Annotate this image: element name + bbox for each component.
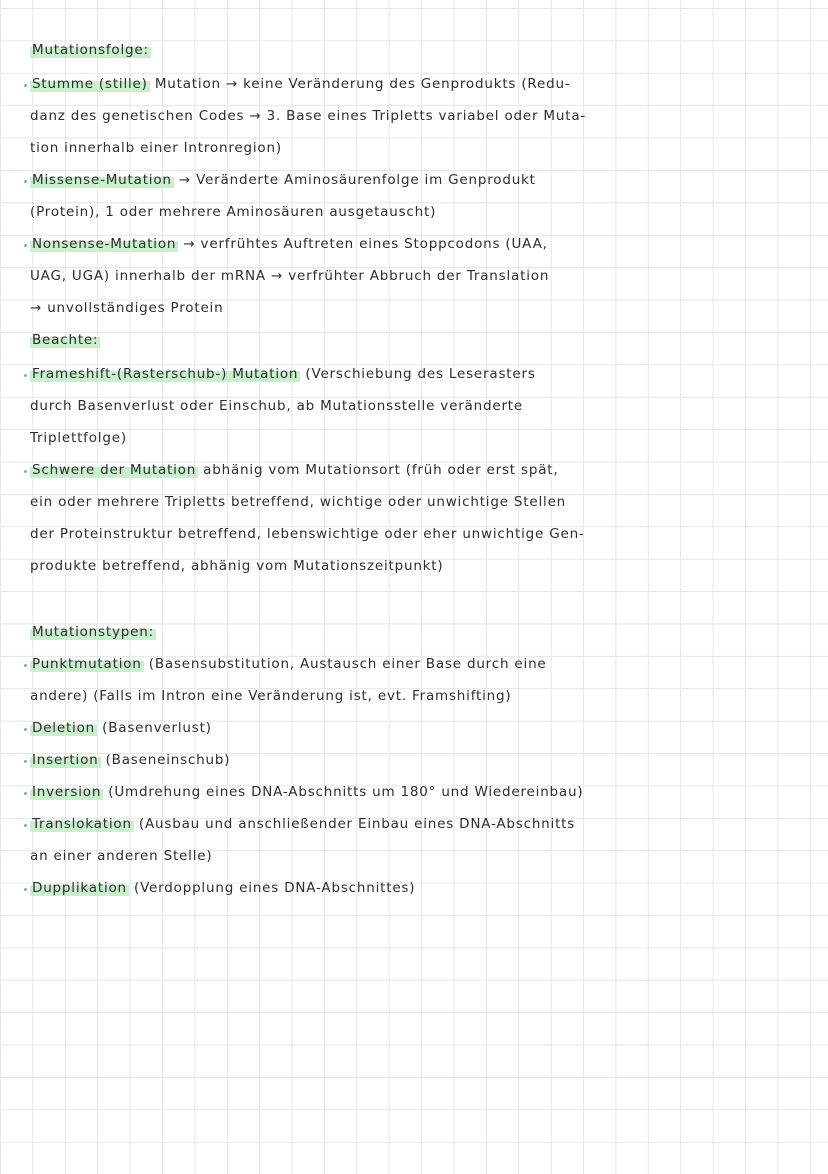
translocation-text: (Ausbau und anschließender Einbau eines DNA-Abschnitts [133, 816, 576, 832]
bullet-icon [24, 792, 27, 795]
term-nonsense: Nonsense-Mutation [32, 236, 177, 252]
term-inversion: Inversion [32, 784, 102, 800]
severity-text: abhänig vom Mutationsort (früh oder erst spät, [198, 462, 559, 478]
bullet-icon [24, 728, 27, 731]
silent-mutation-line2: danz des genetischen Codes → 3. Base eines Tripletts variabel oder Muta- [30, 108, 587, 124]
duplication-text: (Verdopplung eines DNA-Abschnittes) [128, 880, 416, 896]
bullet-icon [24, 180, 27, 183]
severity-line3: der Proteinstruktur betreffend, lebenswichtige oder eher unwichtige Gen- [30, 526, 585, 542]
nonsense-line3: → unvollständiges Protein [30, 300, 224, 316]
bullet-icon [24, 244, 27, 247]
term-duplication: Dupplikation [32, 880, 127, 896]
term-silent: Stumme (stille) [32, 76, 148, 92]
bullet-icon [24, 760, 27, 763]
nonsense-line1 [30, 234, 798, 254]
heading-beachte [30, 330, 798, 350]
frameshift-line3: Triplettfolge) [30, 430, 127, 446]
heading-text: Mutationstypen: [32, 624, 154, 640]
term-point-mutation: Punktmutation [32, 656, 142, 672]
severity-line4: produkte betreffend, abhänig vom Mutationszeitpunkt) [30, 558, 444, 574]
severity-line1 [30, 460, 798, 480]
frameshift-text: (Verschiebung des Leserasters [300, 366, 536, 382]
term-severity: Schwere der Mutation [32, 462, 197, 478]
missense-line2: (Protein), 1 oder mehrere Aminosäuren ausgetauscht) [30, 204, 437, 220]
point-mutation-line2: andere) (Falls im Intron eine Veränderung ist, evt. Framshifting) [30, 688, 512, 704]
term-translocation: Translokation [32, 816, 132, 832]
silent-text: Mutation → keine Veränderung des Genprodukts (Redu- [149, 76, 571, 92]
silent-mutation-line3: tion innerhalb einer Intronregion) [30, 140, 282, 156]
heading-text: Mutationsfolge: [32, 42, 149, 58]
deletion-text: (Basenverlust) [97, 720, 212, 736]
bullet-icon [24, 824, 27, 827]
translocation-line1 [30, 814, 798, 834]
missense-text: → Veränderte Aminosäurenfolge im Genprodukt [173, 172, 536, 188]
bullet-icon [24, 84, 27, 87]
heading-text: Beachte: [32, 332, 99, 348]
silent-mutation-line1 [30, 74, 798, 94]
severity-line2: ein oder mehrere Tripletts betreffend, wichtige oder unwichtige Stellen [30, 494, 567, 510]
point-mutation-text: (Basensubstitution, Austausch einer Base durch eine [143, 656, 547, 672]
missense-line1 [30, 170, 798, 190]
term-deletion: Deletion [32, 720, 96, 736]
inversion-line [30, 782, 798, 802]
insertion-text: (Baseneinschub) [100, 752, 231, 768]
inversion-text: (Umdrehung eines DNA-Abschnitts um 180° und Wiedereinbau) [103, 784, 584, 800]
nonsense-line2: UAG, UGA) innerhalb der mRNA → verfrühter Abbruch der Translation [30, 268, 550, 284]
bullet-icon [24, 470, 27, 473]
duplication-line [30, 878, 798, 898]
frameshift-line2: durch Basenverlust oder Einschub, ab Mutationsstelle veränderte [30, 398, 524, 414]
bullet-icon [24, 374, 27, 377]
deletion-line [30, 718, 798, 738]
translocation-line2: an einer anderen Stelle) [30, 848, 213, 864]
nonsense-text: → verfrühtes Auftreten eines Stoppcodons (UAA, [178, 236, 548, 252]
term-insertion: Insertion [32, 752, 99, 768]
point-mutation-line1 [30, 654, 798, 674]
term-missense: Missense-Mutation [32, 172, 172, 188]
bullet-icon [24, 664, 27, 667]
heading-mutationstypen [30, 622, 798, 642]
heading-mutationsfolge [30, 40, 798, 60]
bullet-icon [24, 888, 27, 891]
insertion-line [30, 750, 798, 770]
term-frameshift: Frameshift-(Rasterschub-) Mutation [32, 366, 299, 382]
frameshift-line1 [30, 364, 798, 384]
